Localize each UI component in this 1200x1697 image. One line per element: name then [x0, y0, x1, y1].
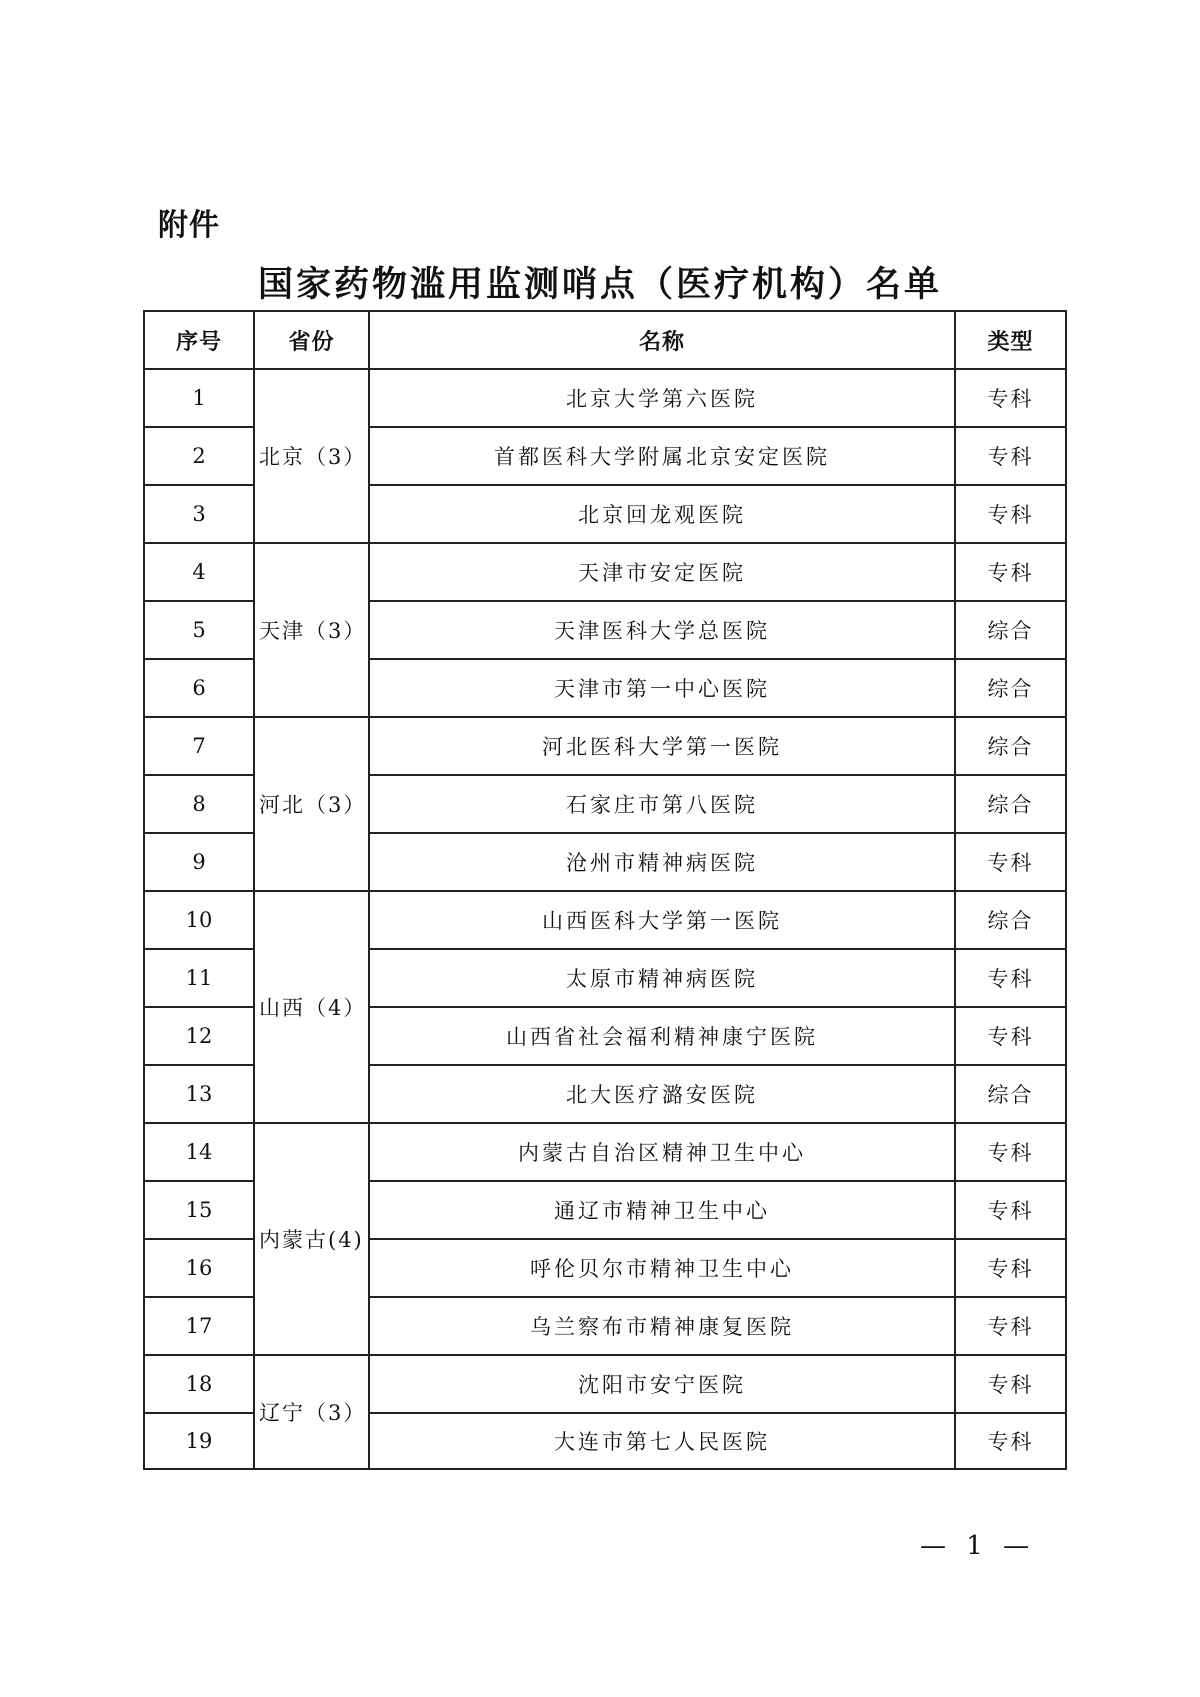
row-index: 1: [144, 369, 254, 427]
institution-name: 内蒙古自治区精神卫生中心: [369, 1123, 955, 1181]
row-index: 14: [144, 1123, 254, 1181]
institution-type: 专科: [955, 369, 1066, 427]
institution-name: 石家庄市第八医院: [369, 775, 955, 833]
institution-type: 专科: [955, 485, 1066, 543]
institution-type: 综合: [955, 717, 1066, 775]
header-index: 序号: [144, 311, 254, 369]
institution-type: 专科: [955, 833, 1066, 891]
header-type: 类型: [955, 311, 1066, 369]
institution-name: 天津市安定医院: [369, 543, 955, 601]
institution-type: 专科: [955, 949, 1066, 1007]
institution-name: 通辽市精神卫生中心: [369, 1181, 955, 1239]
institution-type: 综合: [955, 891, 1066, 949]
institution-type: 综合: [955, 601, 1066, 659]
row-index: 8: [144, 775, 254, 833]
institution-name: 山西省社会福利精神康宁医院: [369, 1007, 955, 1065]
row-index: 17: [144, 1297, 254, 1355]
row-index: 7: [144, 717, 254, 775]
table-row: [144, 717, 1066, 775]
institution-name: 天津市第一中心医院: [369, 659, 955, 717]
page-number: — 1 —: [920, 1531, 1036, 1561]
table-row: [144, 891, 1066, 949]
institution-name: 沈阳市安宁医院: [369, 1355, 955, 1413]
table-row: [144, 543, 1066, 601]
institution-type: 专科: [955, 543, 1066, 601]
institution-name: 沧州市精神病医院: [369, 833, 955, 891]
institution-name: 北京大学第六医院: [369, 369, 955, 427]
table-header-row: [144, 311, 1066, 369]
table-row: [144, 1123, 1066, 1181]
province-cell: 山西（4）: [254, 891, 369, 1123]
institution-name: 首都医科大学附属北京安定医院: [369, 427, 955, 485]
institution-type: 专科: [955, 1181, 1066, 1239]
table-row: [144, 1355, 1066, 1413]
row-index: 3: [144, 485, 254, 543]
institution-type: 综合: [955, 659, 1066, 717]
row-index: 5: [144, 601, 254, 659]
row-index: 16: [144, 1239, 254, 1297]
row-index: 19: [144, 1413, 254, 1469]
institution-name: 河北医科大学第一医院: [369, 717, 955, 775]
institution-type: 专科: [955, 1355, 1066, 1413]
row-index: 18: [144, 1355, 254, 1413]
institution-type: 专科: [955, 1123, 1066, 1181]
attachment-label: 附件: [158, 208, 220, 243]
header-province: 省份: [254, 311, 369, 369]
institution-type: 综合: [955, 1065, 1066, 1123]
table-row: [144, 369, 1066, 427]
institution-type: 专科: [955, 1007, 1066, 1065]
institution-type: 综合: [955, 775, 1066, 833]
province-cell: 天津（3）: [254, 543, 369, 717]
institution-name: 大连市第七人民医院: [369, 1413, 955, 1469]
institution-name: 呼伦贝尔市精神卫生中心: [369, 1239, 955, 1297]
row-index: 13: [144, 1065, 254, 1123]
sentinel-institutions-table: [143, 310, 1067, 1470]
institution-name: 北京回龙观医院: [369, 485, 955, 543]
institution-name: 山西医科大学第一医院: [369, 891, 955, 949]
row-index: 11: [144, 949, 254, 1007]
row-index: 6: [144, 659, 254, 717]
row-index: 4: [144, 543, 254, 601]
institution-name: 乌兰察布市精神康复医院: [369, 1297, 955, 1355]
row-index: 15: [144, 1181, 254, 1239]
province-cell: 辽宁（3）: [254, 1355, 369, 1469]
row-index: 10: [144, 891, 254, 949]
institution-name: 天津医科大学总医院: [369, 601, 955, 659]
institution-name: 太原市精神病医院: [369, 949, 955, 1007]
province-cell: 内蒙古(4): [254, 1123, 369, 1355]
row-index: 12: [144, 1007, 254, 1065]
document-title: 国家药物滥用监测哨点（医疗机构）名单: [257, 265, 942, 305]
province-cell: 北京（3）: [254, 369, 369, 543]
institution-type: 专科: [955, 1413, 1066, 1469]
province-cell: 河北（3）: [254, 717, 369, 891]
row-index: 2: [144, 427, 254, 485]
header-name: 名称: [369, 311, 955, 369]
institution-type: 专科: [955, 1297, 1066, 1355]
row-index: 9: [144, 833, 254, 891]
institution-type: 专科: [955, 427, 1066, 485]
institution-type: 专科: [955, 1239, 1066, 1297]
institution-name: 北大医疗潞安医院: [369, 1065, 955, 1123]
